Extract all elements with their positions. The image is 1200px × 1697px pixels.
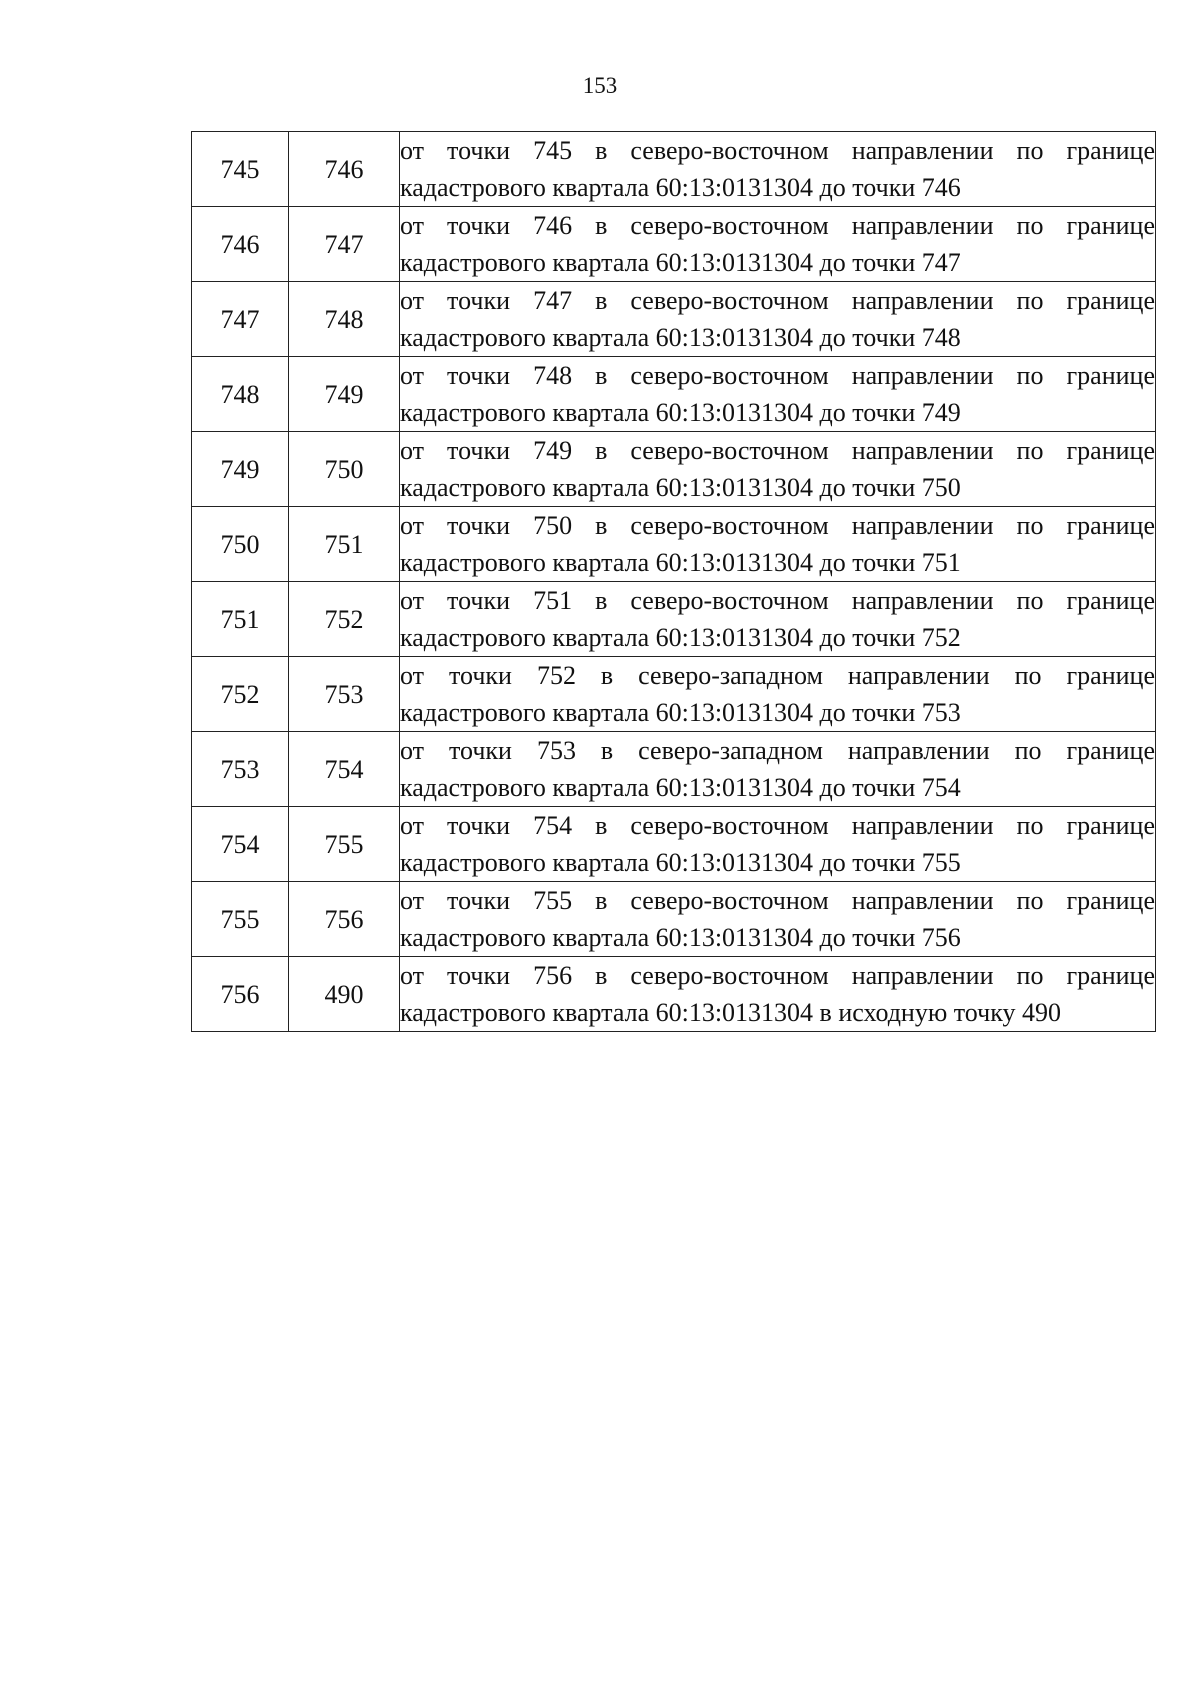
description-line: кадастрового квартала 60:13:0131304 до точки 748 — [400, 323, 961, 352]
table-row — [192, 957, 1156, 1032]
table-row — [192, 207, 1156, 282]
to-point: 754 — [289, 732, 400, 807]
from-point: 756 — [192, 957, 289, 1032]
from-point: 746 — [192, 207, 289, 282]
to-point: 748 — [289, 282, 400, 357]
description-line: от точки 751 в северо-восточном направлении по границе — [400, 586, 1155, 615]
description-line: кадастрового квартала 60:13:0131304 до точки 752 — [400, 623, 961, 652]
table-row — [192, 282, 1156, 357]
description-line: кадастрового квартала 60:13:0131304 до точки 755 — [400, 848, 961, 877]
description-line: кадастрового квартала 60:13:0131304 до точки 746 — [400, 173, 961, 202]
description-line: от точки 752 в северо-западном направлении по границе — [400, 661, 1155, 690]
from-point: 755 — [192, 882, 289, 957]
to-point: 756 — [289, 882, 400, 957]
from-point: 747 — [192, 282, 289, 357]
description-line: от точки 748 в северо-восточном направлении по границе — [400, 361, 1155, 390]
table-row — [192, 432, 1156, 507]
boundary-description — [400, 807, 1156, 882]
from-point: 749 — [192, 432, 289, 507]
boundary-description — [400, 732, 1156, 807]
to-point: 753 — [289, 657, 400, 732]
to-point: 746 — [289, 132, 400, 207]
from-point: 754 — [192, 807, 289, 882]
table-row — [192, 732, 1156, 807]
table-row — [192, 807, 1156, 882]
boundary-description — [400, 282, 1156, 357]
boundary-description — [400, 132, 1156, 207]
description-line: кадастрового квартала 60:13:0131304 до точки 753 — [400, 698, 961, 727]
table-row — [192, 582, 1156, 657]
to-point: 490 — [289, 957, 400, 1032]
from-point: 751 — [192, 582, 289, 657]
from-point: 750 — [192, 507, 289, 582]
boundary-description — [400, 882, 1156, 957]
description-line: от точки 750 в северо-восточном направлении по границе — [400, 511, 1155, 540]
boundary-description — [400, 582, 1156, 657]
description-line: от точки 746 в северо-восточном направлении по границе — [400, 211, 1155, 240]
description-line: от точки 749 в северо-восточном направлении по границе — [400, 436, 1155, 465]
page-number: 153 — [582, 73, 618, 98]
to-point: 751 — [289, 507, 400, 582]
description-line: от точки 756 в северо-восточном направлении по границе — [400, 961, 1155, 990]
from-point: 753 — [192, 732, 289, 807]
to-point: 747 — [289, 207, 400, 282]
description-line: кадастрового квартала 60:13:0131304 до точки 747 — [400, 248, 961, 277]
from-point: 752 — [192, 657, 289, 732]
boundary-table — [191, 131, 1156, 1032]
boundary-description — [400, 432, 1156, 507]
description-line: кадастрового квартала 60:13:0131304 до точки 750 — [400, 473, 961, 502]
description-line: кадастрового квартала 60:13:0131304 в исходную точку 490 — [400, 998, 1061, 1027]
description-line: кадастрового квартала 60:13:0131304 до точки 756 — [400, 923, 961, 952]
boundary-description — [400, 957, 1156, 1032]
description-line: от точки 753 в северо-западном направлении по границе — [400, 736, 1155, 765]
description-line: от точки 755 в северо-восточном направлении по границе — [400, 886, 1155, 915]
table-row — [192, 132, 1156, 207]
to-point: 749 — [289, 357, 400, 432]
boundary-description — [400, 207, 1156, 282]
boundary-description — [400, 507, 1156, 582]
table-row — [192, 882, 1156, 957]
description-line: кадастрового квартала 60:13:0131304 до точки 754 — [400, 773, 961, 802]
table-row — [192, 357, 1156, 432]
table-row — [192, 507, 1156, 582]
from-point: 748 — [192, 357, 289, 432]
description-line: от точки 745 в северо-восточном направлении по границе — [400, 136, 1155, 165]
table-row — [192, 657, 1156, 732]
description-line: от точки 754 в северо-восточном направлении по границе — [400, 811, 1155, 840]
boundary-description — [400, 357, 1156, 432]
to-point: 750 — [289, 432, 400, 507]
to-point: 755 — [289, 807, 400, 882]
to-point: 752 — [289, 582, 400, 657]
description-line: кадастрового квартала 60:13:0131304 до точки 751 — [400, 548, 961, 577]
from-point: 745 — [192, 132, 289, 207]
description-line: от точки 747 в северо-восточном направлении по границе — [400, 286, 1155, 315]
boundary-description — [400, 657, 1156, 732]
description-line: кадастрового квартала 60:13:0131304 до точки 749 — [400, 398, 961, 427]
